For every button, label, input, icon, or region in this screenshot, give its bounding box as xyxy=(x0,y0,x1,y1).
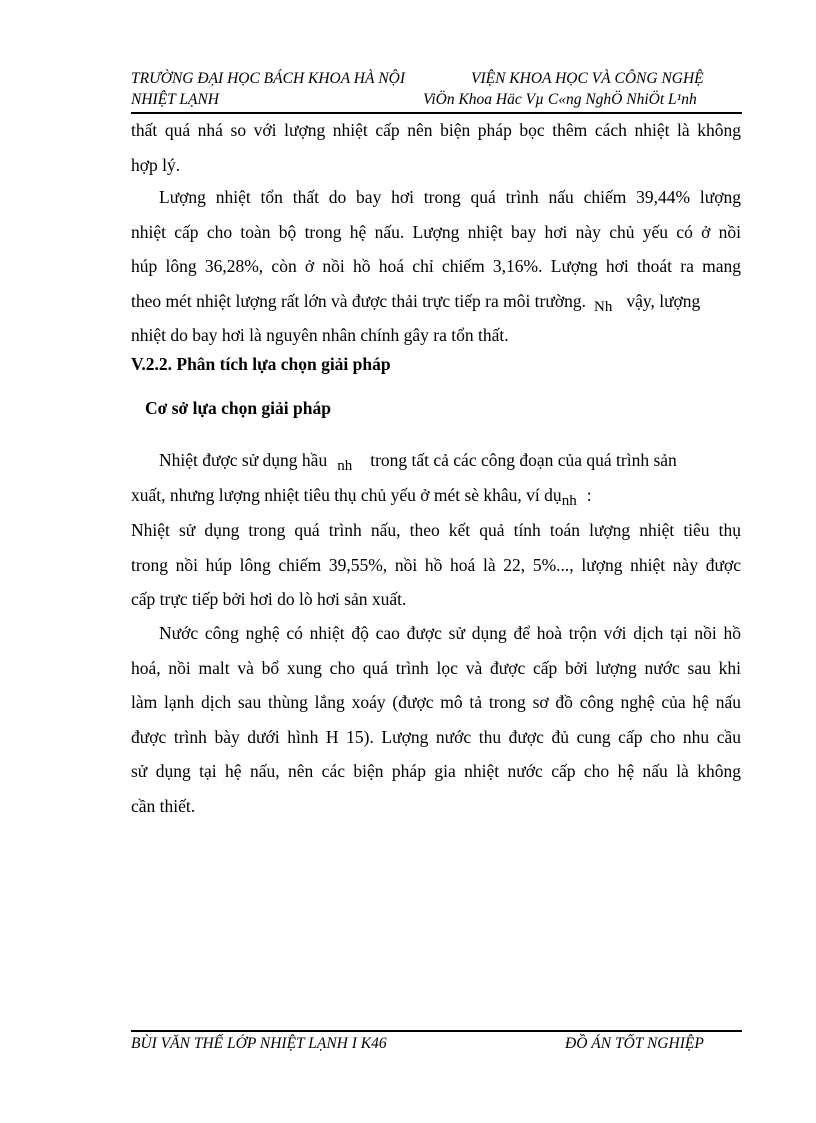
text-line: cấp trực tiếp bởi hơi do lò hơi sản xuất. xyxy=(131,589,407,609)
text-line: được trình bày dưới hình H 15). Lượng nước thu được đủ cung cấp cho nhu cầu xyxy=(131,726,741,747)
text-fragment: Nhiệt được sử dụng hầu xyxy=(159,450,328,470)
text-line: sử dụng tại hệ nấu, nên các biện pháp gia nhiệt nước cấp cho hệ nấu là không xyxy=(131,761,741,781)
header-institute-name: VIỆN KHOA HỌC VÀ CÔNG NGHỆ xyxy=(471,70,704,87)
header-institute-garbled: ViÖn Khoa Häc Vµ C«ng NghÖ NhiÖt L¹nh xyxy=(423,91,697,108)
text-line xyxy=(131,443,741,478)
subscript-fragment: Nh xyxy=(593,298,613,315)
paragraph-heat-usage xyxy=(131,443,741,512)
text-line xyxy=(131,478,741,513)
text-line: hoá, nồi malt và bổ xung cho quá trình lọc và được cấp bởi lượng nước sau khi xyxy=(131,657,741,678)
text-line: Lượng nhiệt tổn thất do bay hơi trong quá trình nấu chiếm 39,44% lượng xyxy=(159,187,741,207)
text-line: trong nồi húp lông chiếm 39,55%, nồi hồ hoá là 22, 5%..., lượng nhiệt này được xyxy=(131,554,741,575)
text-line xyxy=(131,284,741,319)
subscript-fragment: nh xyxy=(561,492,577,509)
subsection-heading: Cơ sở lựa chọn giải pháp xyxy=(145,398,331,418)
paragraph-process-water xyxy=(131,616,741,823)
paragraph-evaporation-loss xyxy=(131,180,741,353)
text-line: nhiệt do bay hơi là nguyên nhân chính gây ra tổn thất. xyxy=(131,325,509,345)
header-department: NHIỆT LẠNH xyxy=(131,91,219,108)
text-line: Nước công nghệ có nhiệt độ cao được sử dụng để hoà trộn với dịch tại nồi hồ xyxy=(159,623,741,643)
subscript-fragment: nh xyxy=(337,458,353,474)
footer-rule xyxy=(131,1030,742,1032)
text-line: thất quá nhá so với lượng nhiệt cấp nên biện pháp bọc thêm cách nhiệt là không xyxy=(131,120,741,140)
text-fragment: : xyxy=(586,484,592,505)
text-line: nhiệt cấp cho toàn bộ trong hệ nấu. Lượng nhiệt bay hơi này chủ yếu có ở nồi xyxy=(131,221,741,242)
paragraph-cooking-heat xyxy=(131,513,741,617)
header-school-name: TRƯỜNG ĐẠI HỌC BÁCH KHOA HÀ NỘI xyxy=(131,70,406,87)
text-fragment: xuất, nhưng lượng nhiệt tiêu thụ chủ yếu ở mét sè khâu, ví dụ xyxy=(131,484,562,505)
text-fragment: trong tất cả các công đoạn của quá trình sản xyxy=(370,450,677,470)
text-fragment: theo mét nhiệt lượng rất lớn và được thải trực tiếp ra môi trường. xyxy=(131,290,586,311)
text-line: làm lạnh dịch sau thùng lắng xoáy (được mô tả trong sơ đồ công nghệ của hệ nấu xyxy=(131,692,741,712)
footer-title: ĐỒ ÁN TỐT NGHIỆP xyxy=(565,1035,704,1052)
text-line: Nhiệt sử dụng trong quá trình nấu, theo kết quả tính toán lượng nhiệt tiêu thụ xyxy=(131,520,741,540)
text-line: húp lông 36,28%, còn ở nồi hồ hoá chỉ chiếm 3,16%. Lượng hơi thoát ra mang xyxy=(131,256,741,276)
text-line: hợp lý. xyxy=(131,154,181,175)
text-line: cần thiết. xyxy=(131,795,196,816)
text-fragment: vậy, lượng xyxy=(626,290,701,311)
footer-author: BÙI VĂN THẾ LỚP NHIỆT LẠNH I K46 xyxy=(131,1035,387,1052)
paragraph-continuation xyxy=(131,113,741,182)
section-heading: V.2.2. Phân tích lựa chọn giải pháp xyxy=(131,354,391,374)
